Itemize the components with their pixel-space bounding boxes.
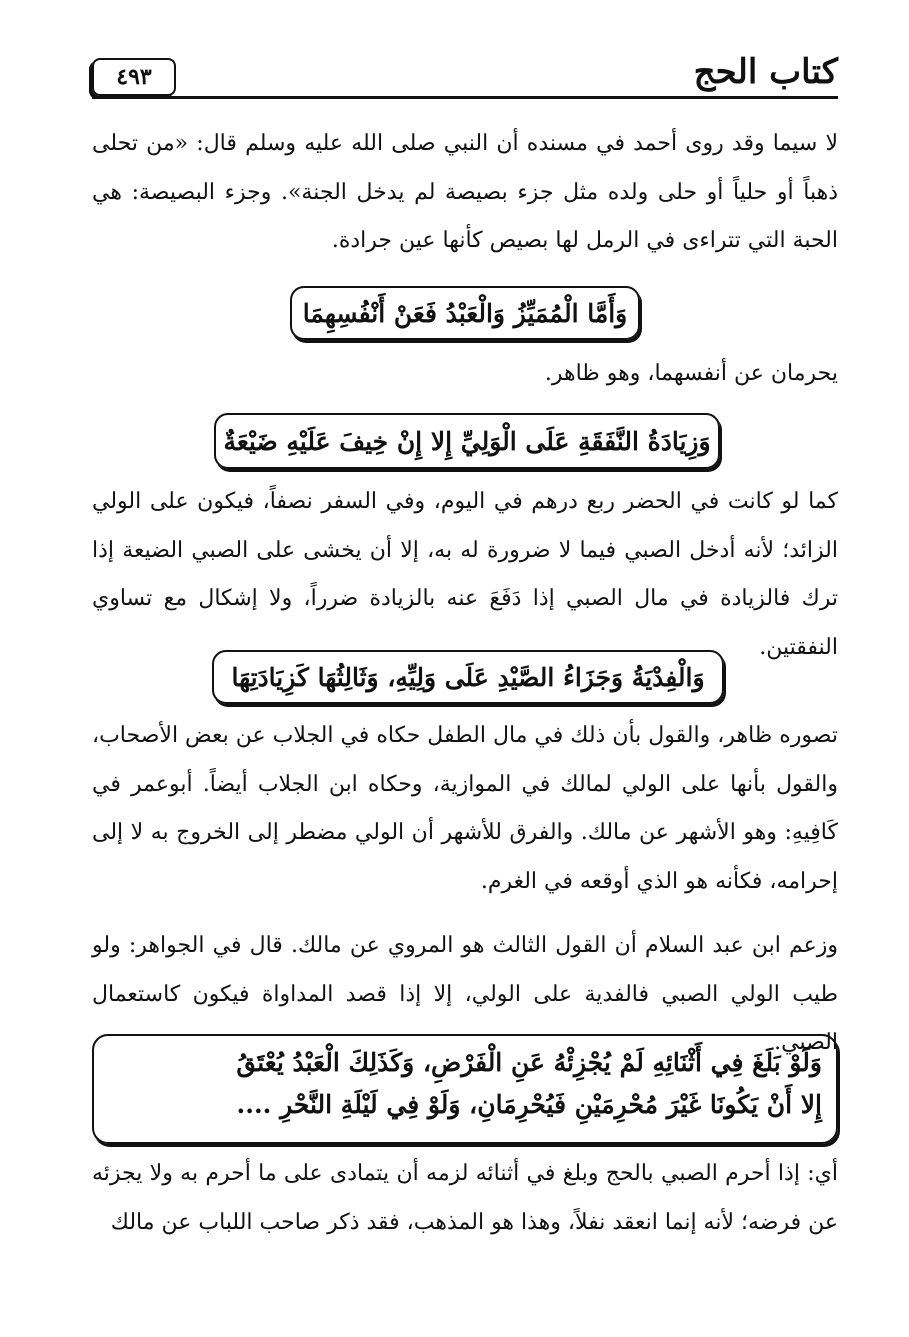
matn-text-4-line-1: وَلَوْ بَلَغَ فِي أَثْنَائِهِ لَمْ يُجْزِئْهُ عَنِ الْفَرْضِ، وَكَذَلِكَ الْعَبْدُ يُعْتَقُ (236, 1048, 822, 1077)
commentary-paragraph-5: وزعم ابن عبد السلام أن القول الثالث هو المروي عن مالك. قال في الجواهر: ولو طيب الولي الصبي فالفدية على الولي، إلا إذا قصد المداواة فيكون كاستعمال الصبي. (92, 933, 838, 1055)
matn-box-4 (92, 1034, 838, 1144)
page-number: ٤٩٣ (92, 58, 176, 96)
matn-box-2 (214, 413, 720, 469)
page-header (92, 52, 838, 100)
matn-text-1: وَأَمَّا الْمُمَيِّزُ وَالْعَبْدُ فَعَنْ أَنْفُسِهِمَا (302, 298, 628, 328)
header-rule (92, 96, 838, 99)
commentary-paragraph-3: كما لو كانت في الحضر ربع درهم في اليوم، وفي السفر نصفاً، فيكون على الولي الزائد؛ لأنه أدخل الصبي فيما لا ضرورة له به، إلا أن يخشى على الصبي الضيعة إذا ترك فالزيادة في مال الصبي إذا دَفَعَ عنه بالزيادة ضرراً، ولا إشكال مع تساوي النفقتين. (92, 489, 838, 660)
matn-text-3: وَالْفِدْيَةُ وَجَزَاءُ الصَّيْدِ عَلَى وَلِيِّهِ، وَثَالِثُهَا كَزِيَادَتِهَا (231, 662, 705, 692)
matn-text-2: وَزِيَادَةُ النَّفَقَةِ عَلَى الْوَلِيِّ إِلا إِنْ خِيفَ عَلَيْهِ ضَيْعَةٌ (223, 426, 711, 456)
commentary-paragraph-1: لا سيما وقد روى أحمد في مسنده أن النبي صلى الله عليه وسلم قال: «من تحلى ذهباً أو حلياً أو حلى ولده مثل جزء بصيصة لم يدخل الجنة». وجزء البصيصة: هي الحبة التي تتراءى في الرمل لها بصيص كأنها عين جرادة. (92, 131, 838, 253)
matn-box-1 (290, 286, 640, 340)
book-title: كتاب الحج (693, 52, 838, 92)
commentary-paragraph-4: تصوره ظاهر، والقول بأن ذلك في مال الطفل حكاه في الجلاب عن بعض الأصحاب، والقول بأنها على الولي لمالك في الموازية، وحكاه ابن الجلاب أيضاً. أبوعمر في كَافِيهِ: وهو الأشهر عن مالك. والفرق للأشهر أن الولي مضطر إلى الخروج به لا إلى إحرامه، فكأنه هو الذي أوقعه في الغرم. (92, 723, 838, 894)
commentary-paragraph-6: أي: إذا أحرم الصبي بالحج وبلغ في أثنائه لزمه أن يتمادى على ما أحرم به ولا يجزئه عن فرضه؛ لأنه إنما انعقد نفلاً، وهذا هو المذهب، فقد ذكر صاحب اللباب عن مالك (92, 1161, 838, 1235)
commentary-paragraph-2: يحرمان عن أنفسهما، وهو ظاهر. (544, 361, 838, 386)
matn-box-3 (212, 650, 724, 704)
matn-text-4-line-2: إِلا أَنْ يَكُونَا غَيْرَ مُحْرِمَيْنِ فَيُحْرِمَانِ، وَلَوْ فِي لَيْلَةِ النَّحْرِ .... (236, 1090, 822, 1119)
